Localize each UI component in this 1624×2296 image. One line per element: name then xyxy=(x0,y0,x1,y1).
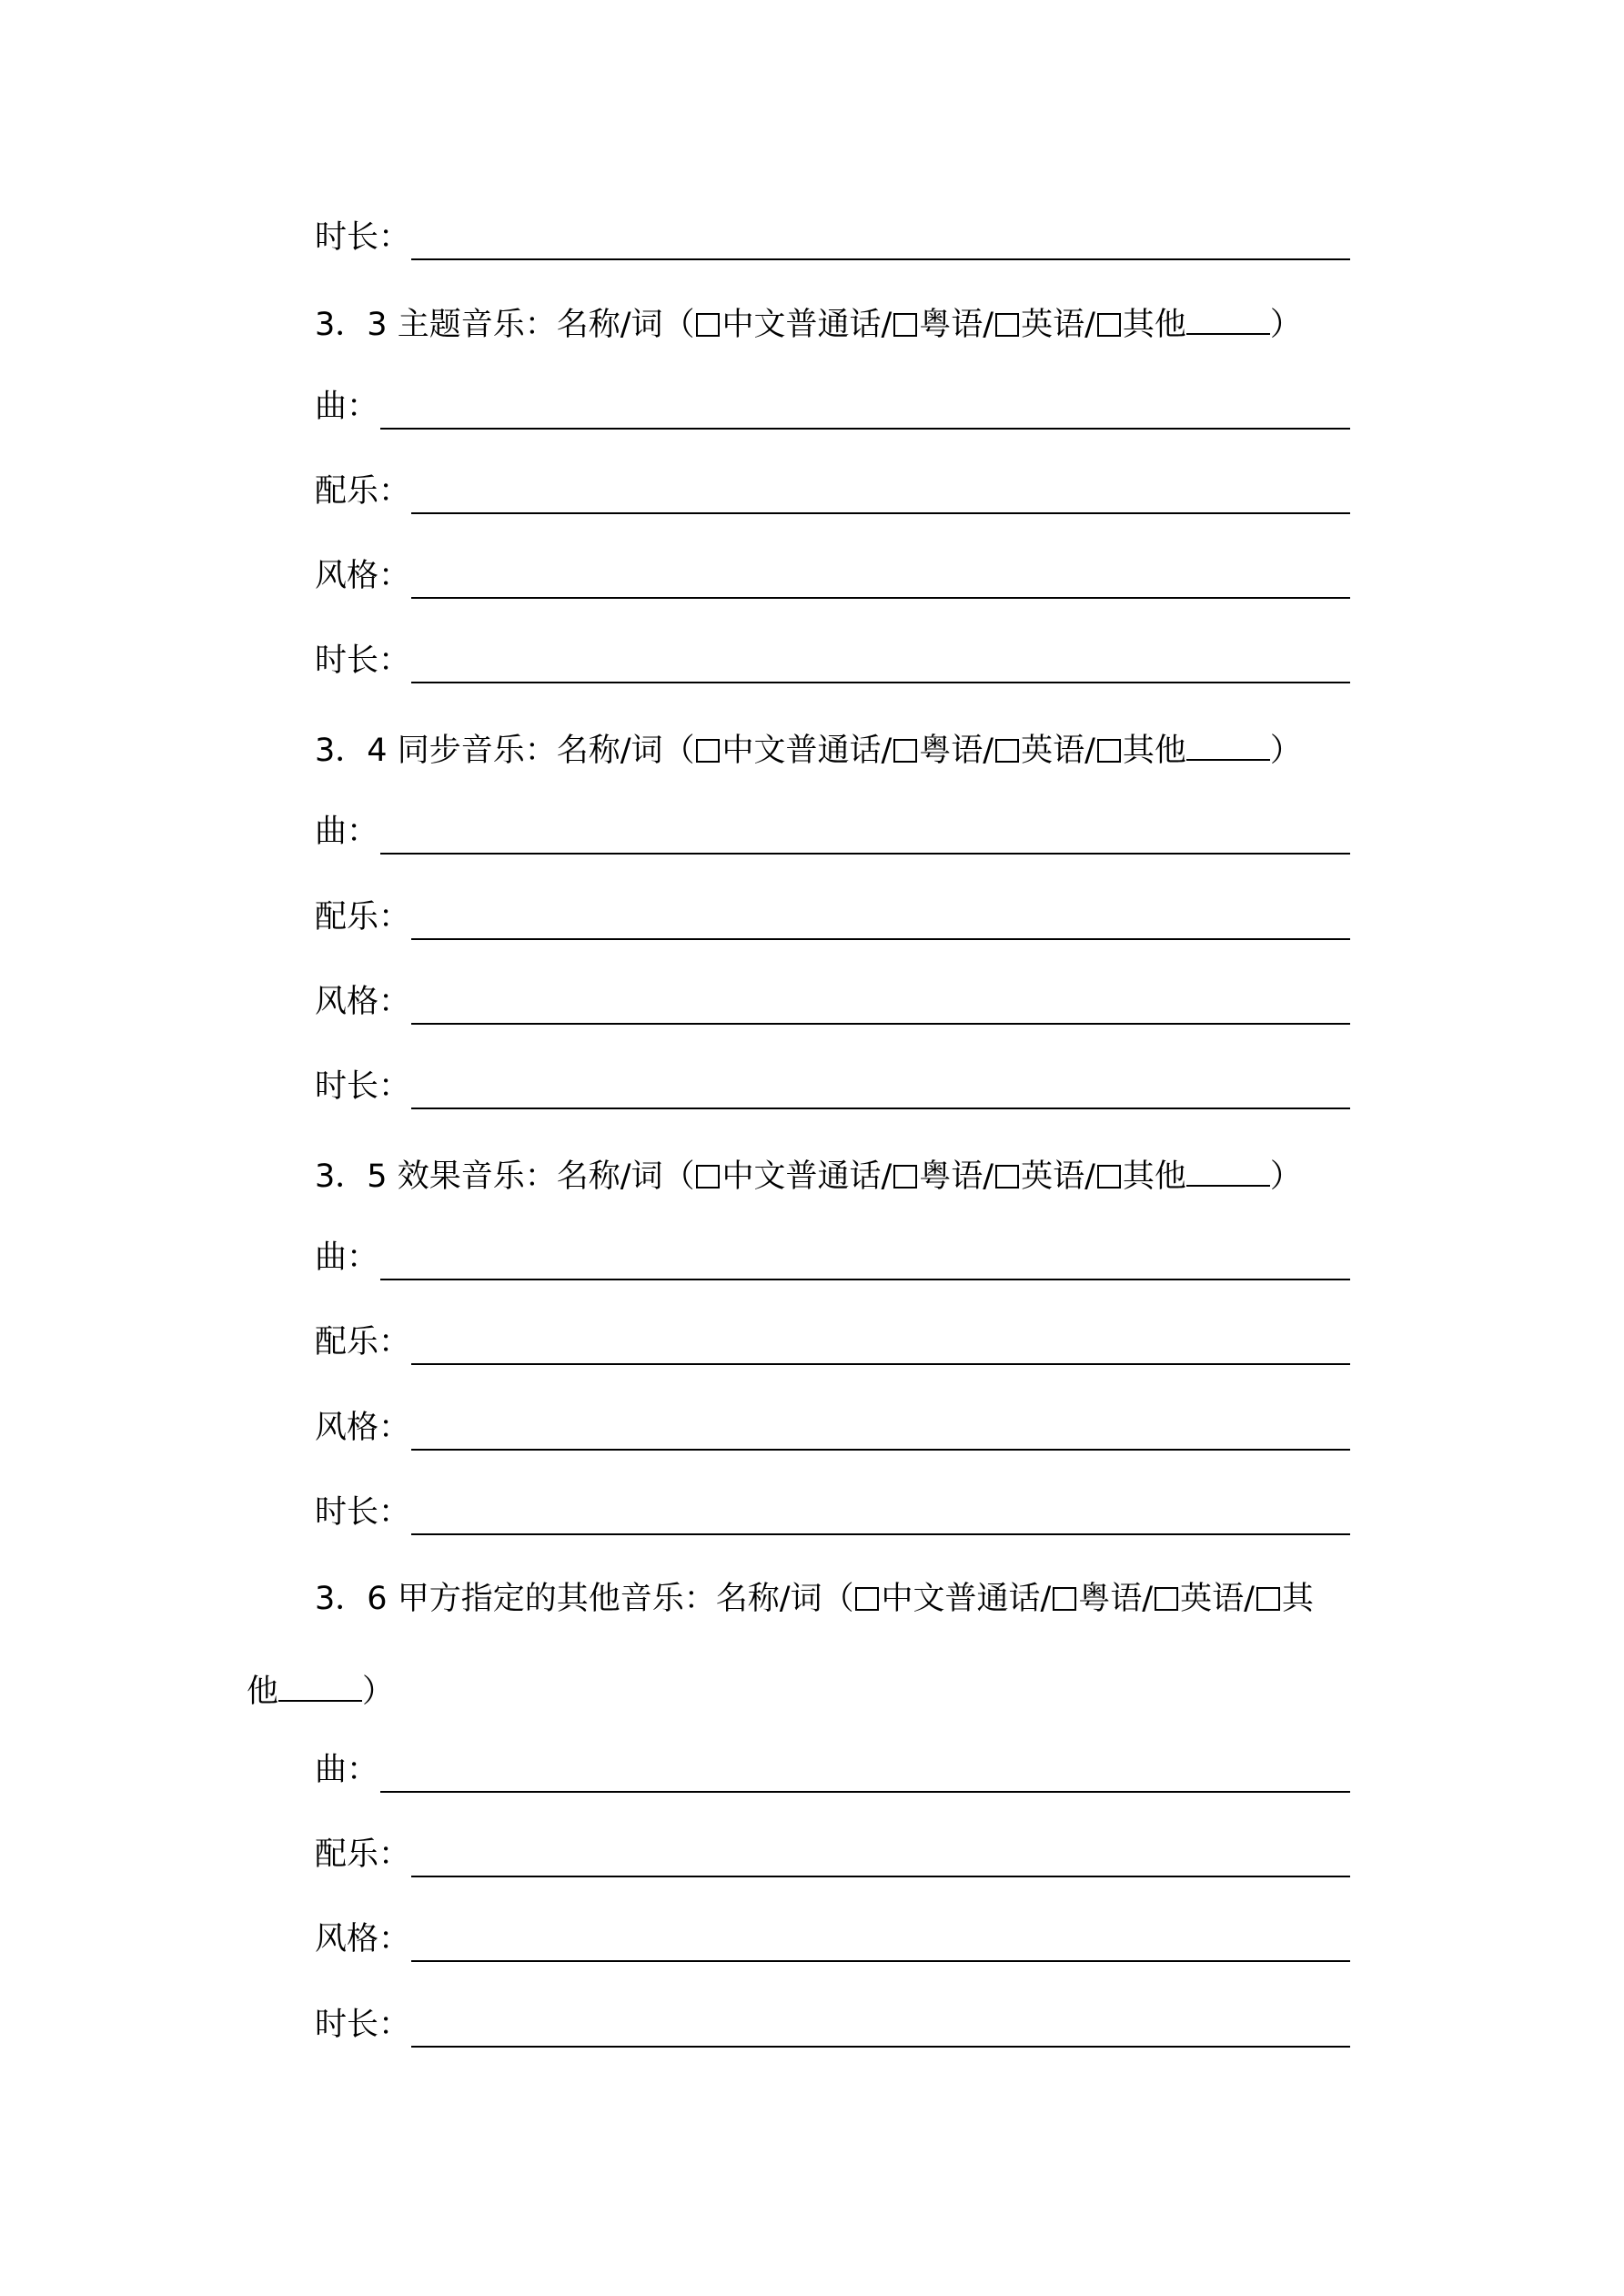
other-blank[interactable] xyxy=(1186,732,1270,761)
close-paren: ） xyxy=(1269,307,1302,343)
style-label: 风格： xyxy=(315,558,411,594)
style-label: 风格： xyxy=(315,1921,411,1957)
checkbox-mandarin[interactable] xyxy=(855,1587,879,1611)
option-label: 粤语/ xyxy=(919,307,994,343)
checkbox-english[interactable] xyxy=(995,1165,1019,1188)
checkbox-mandarin[interactable] xyxy=(696,1165,720,1188)
composer-field xyxy=(315,1228,1624,1282)
duration-label: 时长： xyxy=(315,2007,411,2043)
duration-field xyxy=(315,1057,1624,1111)
style-label: 风格： xyxy=(315,1410,411,1446)
other-blank[interactable] xyxy=(278,1673,362,1702)
arrangement-label: 配乐： xyxy=(315,899,411,936)
option-label: 其他 xyxy=(1122,733,1186,769)
duration-field xyxy=(315,1995,1624,2049)
duration-field-prev xyxy=(315,207,1624,262)
option-label: 粤语/ xyxy=(919,1158,994,1195)
style-field xyxy=(315,1398,1624,1452)
arrangement-field xyxy=(315,1825,1624,1879)
style-blank[interactable] xyxy=(411,597,1350,599)
option-label: 其他 xyxy=(1122,307,1186,343)
composer-field xyxy=(315,377,1624,431)
duration-field xyxy=(315,1482,1624,1537)
composer-field xyxy=(315,1740,1624,1795)
section-number: 3．4 xyxy=(315,733,388,769)
section-number: 3．5 xyxy=(315,1158,388,1195)
duration-blank[interactable] xyxy=(411,682,1350,683)
style-field xyxy=(315,546,1624,601)
option-label: 英语/ xyxy=(1021,733,1095,769)
style-field xyxy=(315,972,1624,1027)
composer-field xyxy=(315,802,1624,856)
option-label: 中文普通话/ xyxy=(721,733,893,769)
duration-label: 时长： xyxy=(315,642,411,679)
section-number: 3．3 xyxy=(315,307,388,343)
arrangement-blank[interactable] xyxy=(411,938,1350,940)
checkbox-other[interactable] xyxy=(1097,739,1121,763)
option-label: 粤语/ xyxy=(919,733,994,769)
checkbox-english[interactable] xyxy=(995,739,1019,763)
composer-blank[interactable] xyxy=(380,428,1350,430)
other-blank[interactable] xyxy=(1186,306,1270,335)
section-number: 3．6 xyxy=(315,1581,388,1617)
arrangement-blank[interactable] xyxy=(411,1363,1350,1365)
composer-label: 曲： xyxy=(315,1752,379,1788)
style-blank[interactable] xyxy=(411,1960,1350,1962)
arrangement-label: 配乐： xyxy=(315,473,411,510)
checkbox-mandarin[interactable] xyxy=(696,313,720,337)
checkbox-other[interactable] xyxy=(1097,1165,1121,1188)
checkbox-cantonese[interactable] xyxy=(893,1165,917,1188)
checkbox-other[interactable] xyxy=(1256,1587,1280,1611)
section-title: 同步音乐：名称/词（ xyxy=(397,733,695,769)
composer-blank[interactable] xyxy=(380,1791,1350,1793)
duration-blank[interactable] xyxy=(411,1533,1350,1535)
style-blank[interactable] xyxy=(411,1023,1350,1025)
section-title: 主题音乐：名称/词（ xyxy=(397,307,695,343)
close-paren: ） xyxy=(1269,733,1302,769)
composer-blank[interactable] xyxy=(380,853,1350,855)
composer-label: 曲： xyxy=(315,1239,379,1276)
option-label: 英语/ xyxy=(1021,307,1095,343)
duration-label: 时长： xyxy=(315,1494,411,1531)
checkbox-cantonese[interactable] xyxy=(893,313,917,337)
checkbox-english[interactable] xyxy=(1155,1587,1178,1611)
option-label: 其 xyxy=(1281,1581,1314,1617)
option-label-continued: 他 xyxy=(247,1674,279,1710)
close-paren: ） xyxy=(362,1674,395,1710)
arrangement-field xyxy=(315,887,1624,942)
duration-blank[interactable] xyxy=(411,1108,1350,1109)
arrangement-field xyxy=(315,461,1624,516)
arrangement-label: 配乐： xyxy=(315,1836,411,1873)
option-label: 粤语/ xyxy=(1078,1581,1154,1617)
duration-label: 时长： xyxy=(315,219,411,256)
style-label: 风格： xyxy=(315,984,411,1020)
close-paren: ） xyxy=(1269,1158,1302,1195)
checkbox-english[interactable] xyxy=(995,313,1019,337)
duration-label: 时长： xyxy=(315,1068,411,1105)
option-label: 其他 xyxy=(1122,1158,1186,1195)
checkbox-mandarin[interactable] xyxy=(696,739,720,763)
arrangement-blank[interactable] xyxy=(411,512,1350,514)
section-3-6-heading-continued xyxy=(247,1673,394,1708)
option-label: 中文普通话/ xyxy=(721,1158,893,1195)
option-label: 中文普通话/ xyxy=(721,307,893,343)
style-field xyxy=(315,1909,1624,1964)
duration-blank[interactable] xyxy=(411,258,1350,260)
arrangement-field xyxy=(315,1312,1624,1367)
other-blank[interactable] xyxy=(1186,1158,1270,1187)
section-title: 甲方指定的其他音乐：名称/词（ xyxy=(397,1581,854,1617)
section-title: 效果音乐：名称/词（ xyxy=(397,1158,695,1195)
arrangement-blank[interactable] xyxy=(411,1876,1350,1877)
checkbox-other[interactable] xyxy=(1097,313,1121,337)
checkbox-cantonese[interactable] xyxy=(893,739,917,763)
duration-blank[interactable] xyxy=(411,2046,1350,2048)
composer-blank[interactable] xyxy=(380,1279,1350,1280)
arrangement-label: 配乐： xyxy=(315,1324,411,1360)
duration-field xyxy=(315,631,1624,685)
composer-label: 曲： xyxy=(315,814,379,850)
option-label: 英语/ xyxy=(1180,1581,1255,1617)
composer-label: 曲： xyxy=(315,389,379,425)
option-label: 英语/ xyxy=(1021,1158,1095,1195)
option-label: 中文普通话/ xyxy=(881,1581,1052,1617)
checkbox-cantonese[interactable] xyxy=(1053,1587,1076,1611)
style-blank[interactable] xyxy=(411,1449,1350,1451)
